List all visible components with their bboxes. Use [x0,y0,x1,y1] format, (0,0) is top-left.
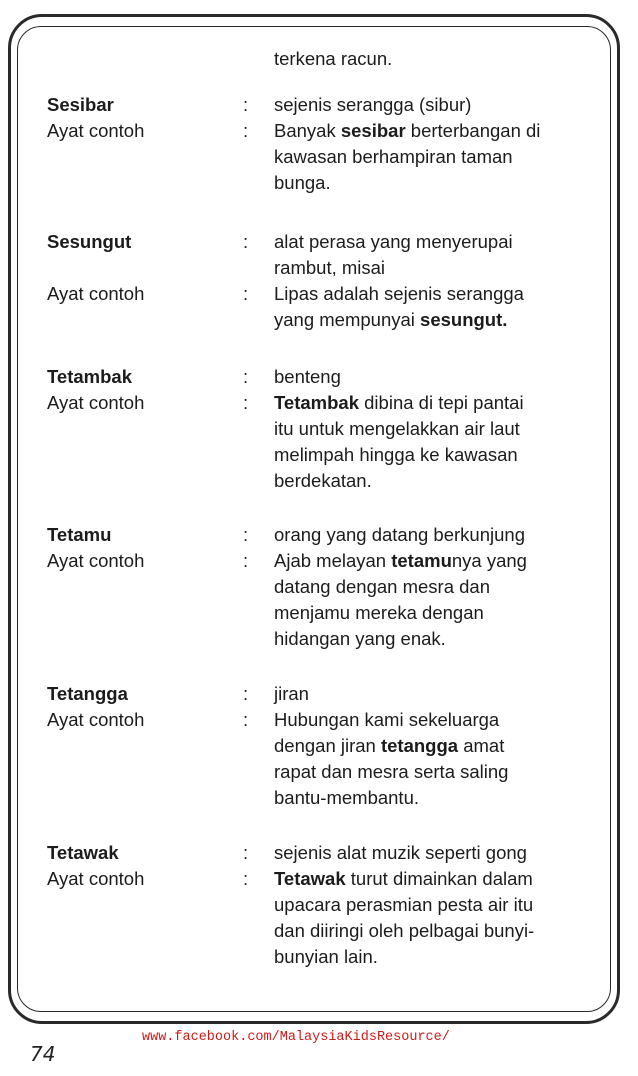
footer-url[interactable]: www.facebook.com/MalaysiaKidsResource/ [142,1030,450,1045]
example-line [274,785,419,811]
definition-line: orang yang datang berkunjung [274,524,525,545]
example-text: melimpah hingga ke kawasan [274,444,518,465]
continuation-text: terkena racun. [274,48,393,69]
colon: : [243,366,249,387]
example-text: dan diiringi oleh pelbagai bunyi- [274,920,535,941]
example-text: bunga. [274,172,331,193]
highlighted-term: sesibar [340,120,406,141]
definition-line: sejenis alat muzik seperti gong [274,842,527,863]
example-label: Ayat contoh [47,120,145,141]
example-text: dengan jiran [274,735,381,756]
example-text: menjamu mereka dengan [274,602,484,623]
example-line [274,144,513,170]
colon: : [243,868,249,889]
definition-line: jiran [274,683,309,704]
colon: : [243,683,249,704]
colon: : [243,94,249,115]
example-line [274,892,533,918]
example-line [274,307,507,333]
entry-term: Sesibar [47,94,114,115]
example-line [274,416,520,442]
example-text: hidangan yang enak. [274,628,446,649]
highlighted-term: Tetawak [274,868,346,889]
example-line [274,918,534,944]
highlighted-term: tetangga [380,735,459,756]
definition-line: sejenis serangga (sibur) [274,94,472,115]
example-text: Lipas adalah sejenis serangga [274,283,524,304]
example-line [274,944,378,970]
example-text: Banyak [274,120,341,141]
entry-term: Tetawak [47,842,119,863]
colon: : [243,709,249,730]
colon: : [243,120,249,141]
example-label: Ayat contoh [47,550,145,571]
example-line [274,626,446,652]
example-text: bantu-membantu. [274,787,420,808]
example-text: kawasan berhampiran taman [274,146,513,167]
example-line [274,707,499,733]
example-line [274,548,527,574]
example-line [274,600,484,626]
example-text: nya yang [451,550,527,571]
example-label: Ayat contoh [47,709,145,730]
example-text: Hubungan kami sekeluarga [274,709,500,730]
entry-term: Tetangga [47,683,128,704]
colon: : [243,524,249,545]
colon: : [243,231,249,252]
example-text: itu untuk mengelakkan air laut [274,418,520,439]
example-line [274,390,524,416]
entry-term: Tetambak [47,366,132,387]
example-text: rapat dan mesra serta saling [274,761,509,782]
example-text: bunyian lain. [274,946,378,967]
highlighted-term: sesungut. [420,309,508,330]
definition-line: alat perasa yang menyerupai [274,231,513,252]
colon: : [243,392,249,413]
example-text: berdekatan. [274,470,372,491]
example-label: Ayat contoh [47,283,145,304]
example-line [274,468,372,494]
example-text: amat [458,735,505,756]
example-label: Ayat contoh [47,868,145,889]
example-text: turut dimainkan dalam [345,868,533,889]
example-text: dibina di tepi pantai [359,392,524,413]
example-line [274,759,508,785]
example-text: Ajab melayan [274,550,392,571]
example-line [274,733,504,759]
example-text: datang dengan mesra dan [274,576,491,597]
example-text: yang mempunyai [274,309,421,330]
page-number: 74 [30,1042,56,1066]
example-text: berterbangan di [405,120,541,141]
example-text: upacara perasmian pesta air itu [274,894,534,915]
example-line [274,281,524,307]
example-line [274,866,533,892]
example-line [274,574,490,600]
colon: : [243,842,249,863]
colon: : [243,283,249,304]
definition-line: rambut, misai [274,257,386,278]
entry-term: Sesungut [47,231,132,252]
highlighted-term: Tetambak [274,392,359,413]
entry-term: Tetamu [47,524,112,545]
example-line [274,442,518,468]
colon: : [243,550,249,571]
highlighted-term: tetamu [391,550,452,571]
example-label: Ayat contoh [47,392,145,413]
definition-line: benteng [274,366,341,387]
example-line [274,170,331,196]
example-line [274,118,540,144]
